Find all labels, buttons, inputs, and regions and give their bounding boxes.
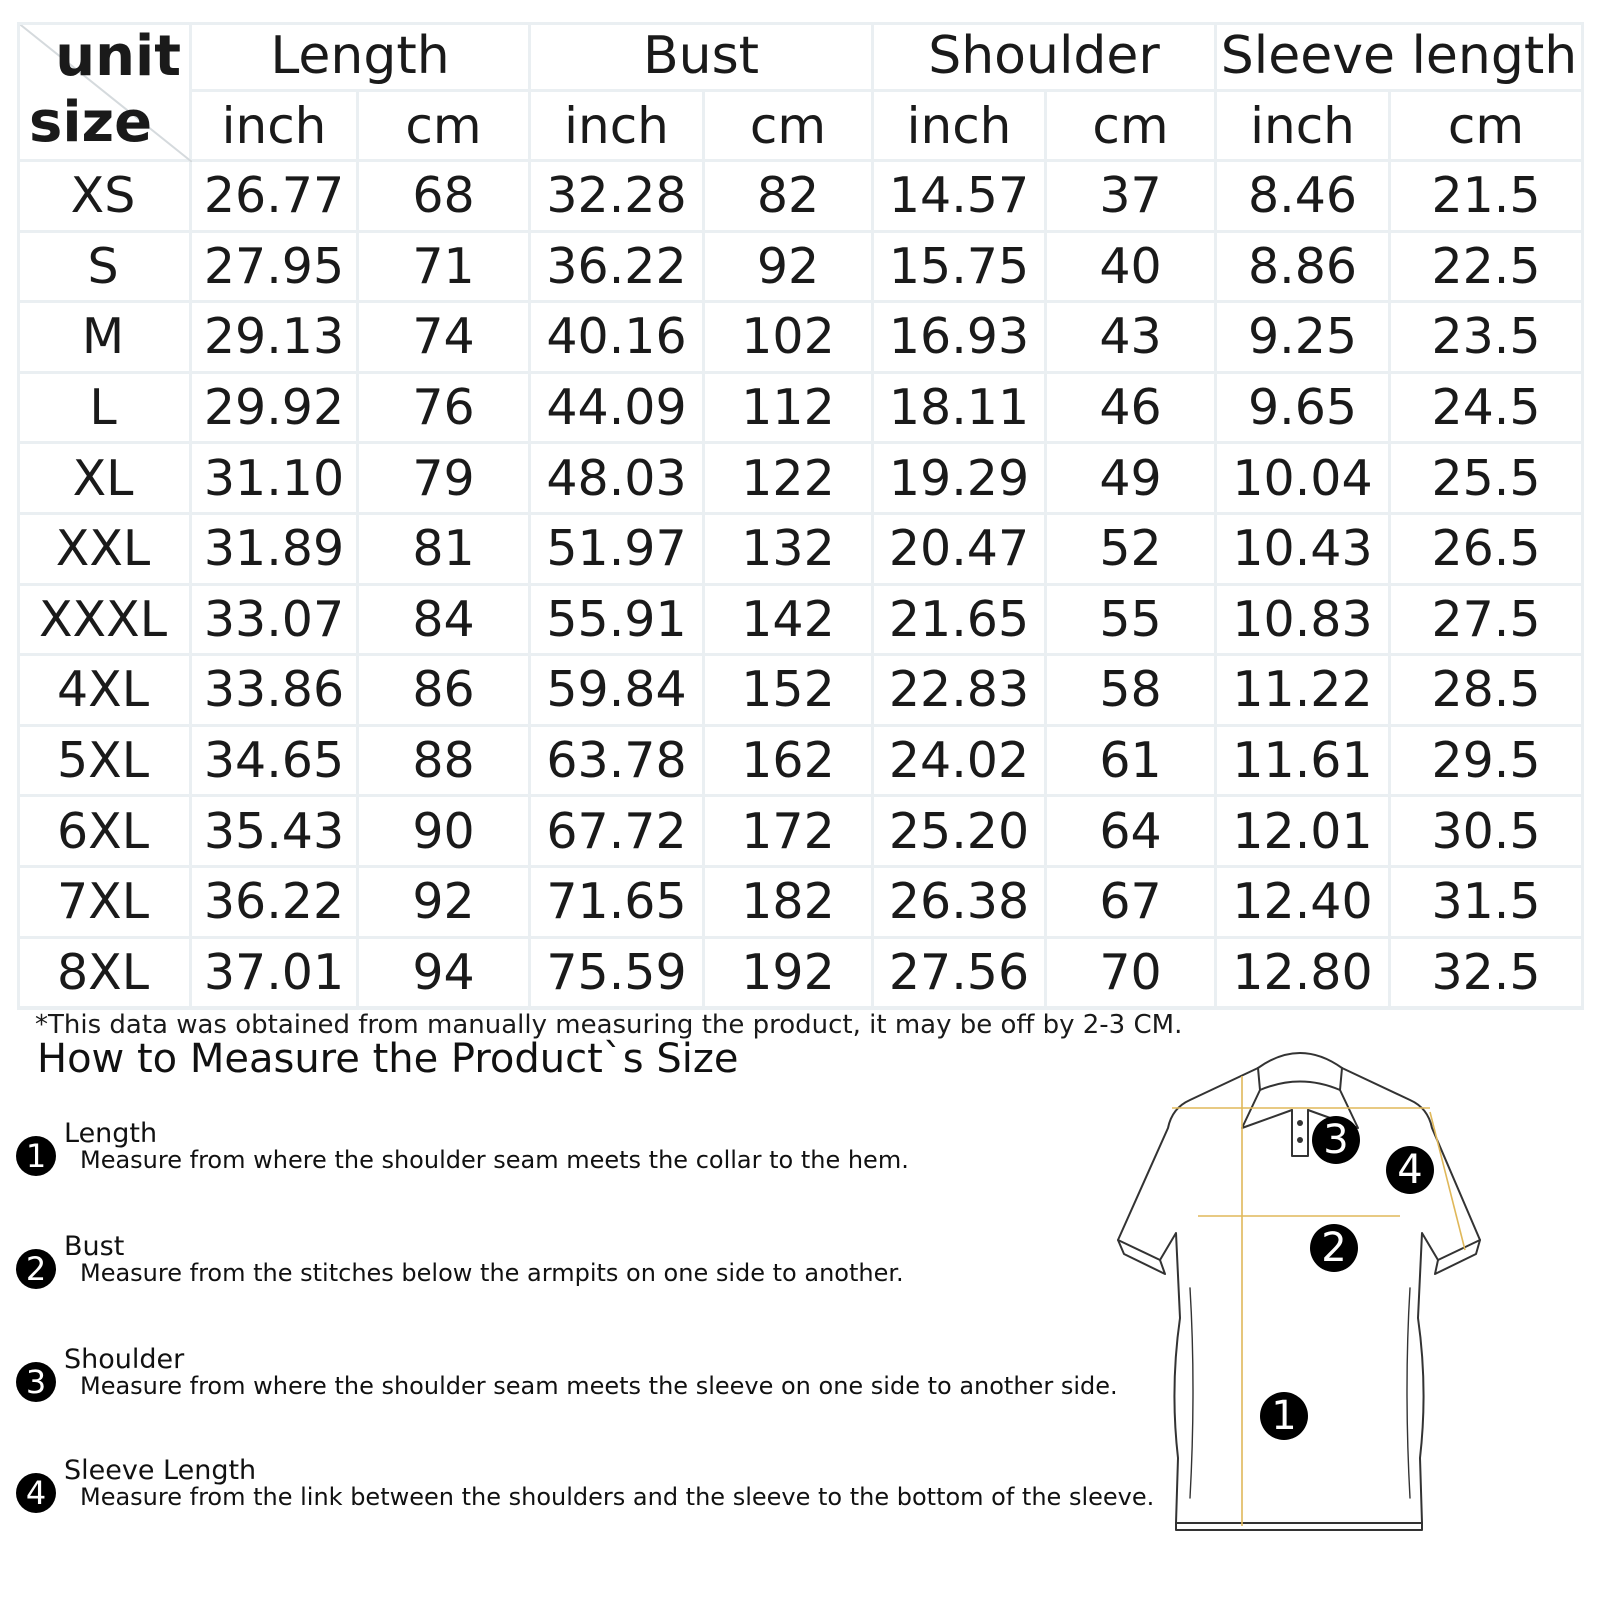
table-cell: 49	[1047, 444, 1217, 515]
unit-header-cell: cm	[359, 92, 531, 162]
table-cell: 23.5	[1391, 303, 1584, 374]
polo-shirt-icon	[1110, 1028, 1500, 1568]
table-cell: 22.83	[874, 656, 1047, 727]
table-cell: 24.02	[874, 727, 1047, 798]
table-cell: 92	[359, 868, 531, 939]
number-4-badge-icon: 4	[16, 1473, 56, 1513]
table-cell: 82	[705, 162, 874, 233]
table-cell: 79	[359, 444, 531, 515]
size-label-cell: XL	[17, 444, 192, 515]
table-cell: 71	[359, 233, 531, 304]
table-cell: 26.5	[1391, 515, 1584, 586]
table-cell: 40.16	[531, 303, 705, 374]
table-cell: 51.97	[531, 515, 705, 586]
number-3-marker-icon: 3	[1312, 1116, 1360, 1164]
table-cell: 16.93	[874, 303, 1047, 374]
table-cell: 30.5	[1391, 797, 1584, 868]
size-label-cell: S	[17, 233, 192, 304]
table-cell: 28.5	[1391, 656, 1584, 727]
table-cell: 192	[705, 939, 874, 1010]
table-cell: 25.5	[1391, 444, 1584, 515]
table-cell: 32.28	[531, 162, 705, 233]
unit-header-cell: inch	[531, 92, 705, 162]
table-cell: 90	[359, 797, 531, 868]
step-title: Shoulder	[64, 1344, 185, 1375]
number-2-badge-icon: 2	[16, 1249, 56, 1289]
table-cell: 29.92	[192, 374, 359, 445]
sleeve-guide-line	[1430, 1112, 1465, 1250]
table-cell: 132	[705, 515, 874, 586]
column-group-header: Sleeve length	[1217, 22, 1584, 92]
size-label-cell: 7XL	[17, 868, 192, 939]
column-group-header: Bust	[531, 22, 874, 92]
table-cell: 102	[705, 303, 874, 374]
unit-header-cell: inch	[1217, 92, 1391, 162]
table-cell: 68	[359, 162, 531, 233]
step-title: Length	[64, 1118, 158, 1149]
table-cell: 18.11	[874, 374, 1047, 445]
unit-header-cell: inch	[874, 92, 1047, 162]
column-group-header: Shoulder	[874, 22, 1217, 92]
howto-title: How to Measure the Product`s Size	[37, 1036, 739, 1082]
size-label-cell: 8XL	[17, 939, 192, 1010]
table-cell: 40	[1047, 233, 1217, 304]
size-label-cell: 6XL	[17, 797, 192, 868]
table-cell: 22.5	[1391, 233, 1584, 304]
table-cell: 11.61	[1217, 727, 1391, 798]
size-label-cell: L	[17, 374, 192, 445]
table-cell: 58	[1047, 656, 1217, 727]
table-cell: 152	[705, 656, 874, 727]
size-label-cell: 4XL	[17, 656, 192, 727]
step-description: Measure from where the shoulder seam meets the sleeve on one side to another side.	[80, 1372, 1118, 1400]
size-chart-table	[17, 22, 1584, 1010]
number-2-marker-icon: 2	[1310, 1224, 1358, 1272]
table-cell: 35.43	[192, 797, 359, 868]
table-cell: 94	[359, 939, 531, 1010]
table-cell: 43	[1047, 303, 1217, 374]
table-cell: 10.83	[1217, 586, 1391, 657]
unit-header-cell: inch	[192, 92, 359, 162]
table-cell: 8.46	[1217, 162, 1391, 233]
table-cell: 172	[705, 797, 874, 868]
size-label-cell: XXXL	[17, 586, 192, 657]
table-cell: 64	[1047, 797, 1217, 868]
table-cell: 33.07	[192, 586, 359, 657]
table-cell: 162	[705, 727, 874, 798]
step-description: Measure from where the shoulder seam meets the collar to the hem.	[80, 1146, 909, 1174]
table-cell: 14.57	[874, 162, 1047, 233]
table-cell: 182	[705, 868, 874, 939]
table-cell: 55	[1047, 586, 1217, 657]
corner-size-label: size	[29, 90, 153, 155]
table-cell: 8.86	[1217, 233, 1391, 304]
table-cell: 63.78	[531, 727, 705, 798]
table-cell: 20.47	[874, 515, 1047, 586]
table-cell: 12.80	[1217, 939, 1391, 1010]
size-label-cell: XS	[17, 162, 192, 233]
table-cell: 86	[359, 656, 531, 727]
table-cell: 31.89	[192, 515, 359, 586]
step-description: Measure from the stitches below the armpits on one side to another.	[80, 1259, 904, 1287]
disclaimer-note: *This data was obtained from manually measuring the product, it may be off by 2-3 CM.	[35, 1010, 1183, 1040]
table-cell: 61	[1047, 727, 1217, 798]
table-cell: 44.09	[531, 374, 705, 445]
table-cell: 10.04	[1217, 444, 1391, 515]
table-cell: 36.22	[531, 233, 705, 304]
table-cell: 112	[705, 374, 874, 445]
table-cell: 81	[359, 515, 531, 586]
number-1-marker-icon: 1	[1260, 1392, 1308, 1440]
table-cell: 75.59	[531, 939, 705, 1010]
unit-header-cell: cm	[705, 92, 874, 162]
table-cell: 34.65	[192, 727, 359, 798]
table-cell: 26.77	[192, 162, 359, 233]
table-cell: 76	[359, 374, 531, 445]
table-cell: 92	[705, 233, 874, 304]
corner-header-cell	[17, 22, 192, 162]
table-cell: 21.5	[1391, 162, 1584, 233]
unit-header-cell: cm	[1391, 92, 1584, 162]
table-cell: 21.65	[874, 586, 1047, 657]
table-cell: 15.75	[874, 233, 1047, 304]
step-title: Sleeve Length	[64, 1455, 257, 1486]
size-label-cell: XXL	[17, 515, 192, 586]
table-cell: 52	[1047, 515, 1217, 586]
step-title: Bust	[64, 1231, 125, 1262]
table-cell: 48.03	[531, 444, 705, 515]
table-cell: 26.38	[874, 868, 1047, 939]
table-cell: 36.22	[192, 868, 359, 939]
step-description: Measure from the link between the shoulders and the sleeve to the bottom of the sleeve.	[80, 1483, 1155, 1511]
table-cell: 74	[359, 303, 531, 374]
table-cell: 9.65	[1217, 374, 1391, 445]
table-cell: 27.5	[1391, 586, 1584, 657]
table-cell: 12.01	[1217, 797, 1391, 868]
table-cell: 25.20	[874, 797, 1047, 868]
table-cell: 67	[1047, 868, 1217, 939]
table-cell: 84	[359, 586, 531, 657]
corner-unit-label: unit	[55, 24, 181, 89]
table-cell: 37	[1047, 162, 1217, 233]
number-1-badge-icon: 1	[16, 1136, 56, 1176]
table-cell: 37.01	[192, 939, 359, 1010]
table-cell: 27.56	[874, 939, 1047, 1010]
table-cell: 142	[705, 586, 874, 657]
table-cell: 59.84	[531, 656, 705, 727]
table-cell: 10.43	[1217, 515, 1391, 586]
table-cell: 32.5	[1391, 939, 1584, 1010]
table-cell: 9.25	[1217, 303, 1391, 374]
table-cell: 70	[1047, 939, 1217, 1010]
table-cell: 46	[1047, 374, 1217, 445]
table-cell: 27.95	[192, 233, 359, 304]
size-label-cell: M	[17, 303, 192, 374]
table-cell: 31.5	[1391, 868, 1584, 939]
table-cell: 24.5	[1391, 374, 1584, 445]
table-cell: 31.10	[192, 444, 359, 515]
unit-header-cell: cm	[1047, 92, 1217, 162]
table-cell: 55.91	[531, 586, 705, 657]
table-cell: 11.22	[1217, 656, 1391, 727]
table-cell: 71.65	[531, 868, 705, 939]
number-4-marker-icon: 4	[1386, 1146, 1434, 1194]
table-cell: 12.40	[1217, 868, 1391, 939]
table-cell: 19.29	[874, 444, 1047, 515]
table-cell: 88	[359, 727, 531, 798]
table-cell: 29.13	[192, 303, 359, 374]
size-label-cell: 5XL	[17, 727, 192, 798]
table-cell: 67.72	[531, 797, 705, 868]
table-cell: 29.5	[1391, 727, 1584, 798]
table-cell: 33.86	[192, 656, 359, 727]
shirt-measurement-diagram	[1110, 1028, 1500, 1568]
table-cell: 122	[705, 444, 874, 515]
column-group-header: Length	[192, 22, 531, 92]
number-3-badge-icon: 3	[16, 1362, 56, 1402]
